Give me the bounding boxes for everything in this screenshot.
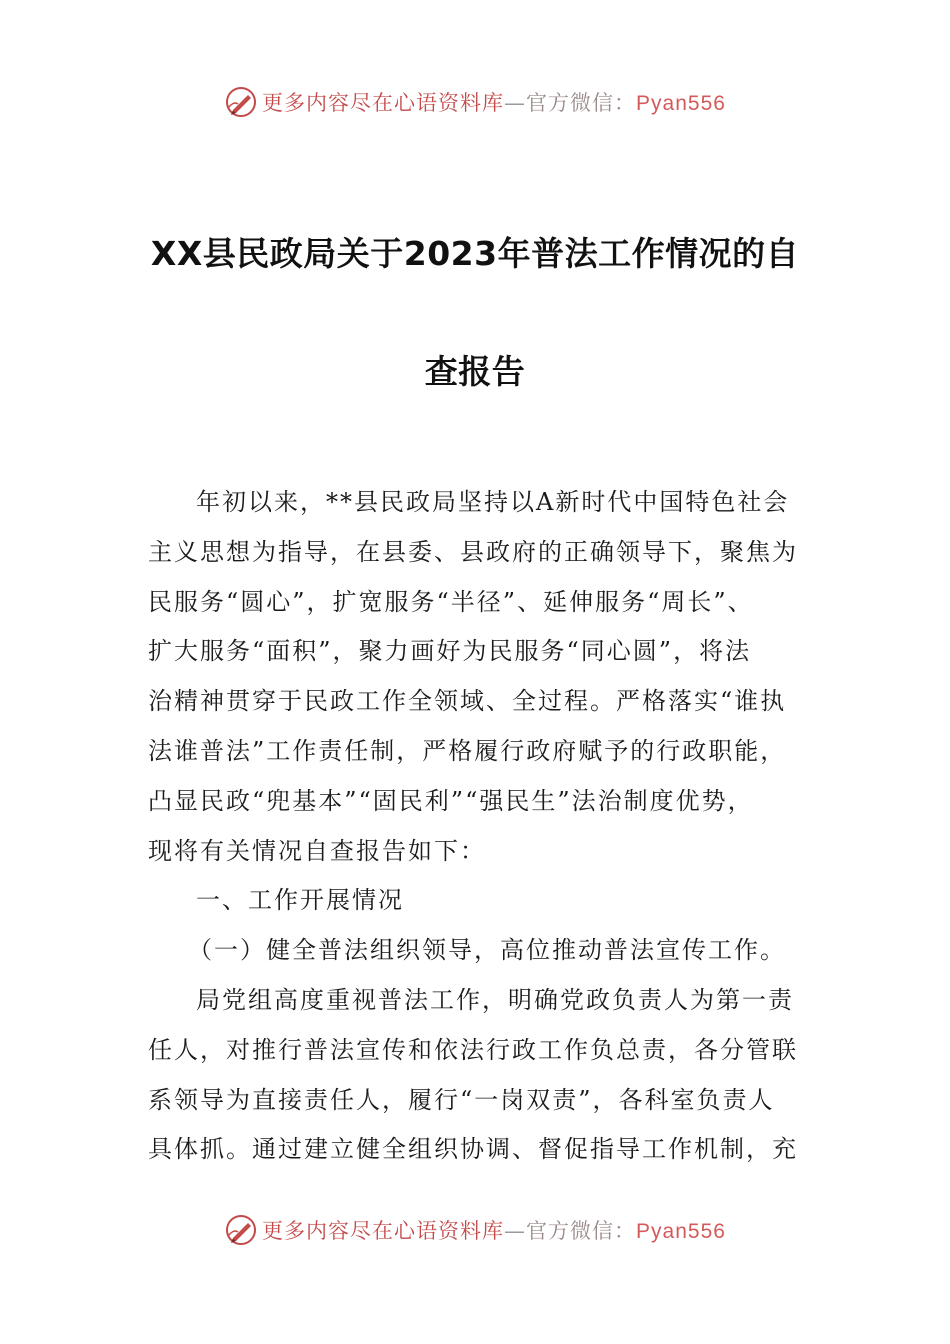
- body-line: 治精神贯穿于民政工作全领域、全过程。严格落实“谁执: [148, 687, 787, 716]
- pen-logo-icon: [224, 85, 258, 119]
- body-line: 法谁普法”工作责任制，严格履行政府赋予的行政职能，: [148, 736, 787, 765]
- document-title-line-1: XX县民政局关于2023年普法工作情况的自: [150, 234, 800, 273]
- subsection-heading: （一）健全普法组织领导，高位推动普法宣传工作。: [188, 936, 786, 965]
- body-line: 具体抓。通过建立健全组织协调、督促指导工作机制，充: [148, 1135, 798, 1164]
- watermark-dash: —: [504, 1219, 527, 1243]
- watermark-site-name: 更多内容尽在心语资料库: [262, 1219, 505, 1243]
- section-heading: 一、工作开展情况: [196, 886, 404, 915]
- pen-logo-icon: [224, 1213, 258, 1247]
- body-line: 局党组高度重视普法工作，明确党政负责人为第一责: [196, 985, 794, 1014]
- body-line: 系领导为直接责任人，履行“一岗双责”，各科室负责人: [148, 1085, 775, 1114]
- watermark-wechat-label: 官方微信：: [526, 91, 637, 115]
- body-line: 凸显民政“兜基本”“固民利”“强民生”法治制度优势，: [148, 786, 754, 815]
- watermark-dash: —: [504, 91, 527, 115]
- body-line: 现将有关情况自查报告如下：: [148, 836, 486, 865]
- watermark-wechat-id: Pyan556: [636, 1220, 726, 1243]
- body-line: 任人，对推行普法宣传和依法行政工作负总责，各分管联: [148, 1035, 798, 1064]
- watermark-wechat-id: Pyan556: [636, 92, 726, 115]
- body-line: 主义思想为指导，在县委、县政府的正确领导下，聚焦为: [148, 537, 798, 566]
- watermark-header: [0, 82, 950, 122]
- body-line: 扩大服务“面积”，聚力画好为民服务“同心圆”，将法: [148, 637, 752, 666]
- watermark-footer: [0, 1210, 950, 1250]
- document-title-line-2: 查报告: [424, 352, 526, 391]
- watermark-wechat-label: 官方微信：: [526, 1219, 637, 1243]
- body-line: 民服务“圆心”，扩宽服务“半径”、延伸服务“周长”、: [148, 587, 754, 616]
- body-line: 年初以来，**县民政局坚持以A新时代中国特色社会: [196, 488, 790, 516]
- watermark-text: [262, 1215, 726, 1245]
- document-body: [148, 478, 808, 1175]
- watermark-text: [262, 87, 726, 117]
- watermark-site-name: 更多内容尽在心语资料库: [262, 91, 505, 115]
